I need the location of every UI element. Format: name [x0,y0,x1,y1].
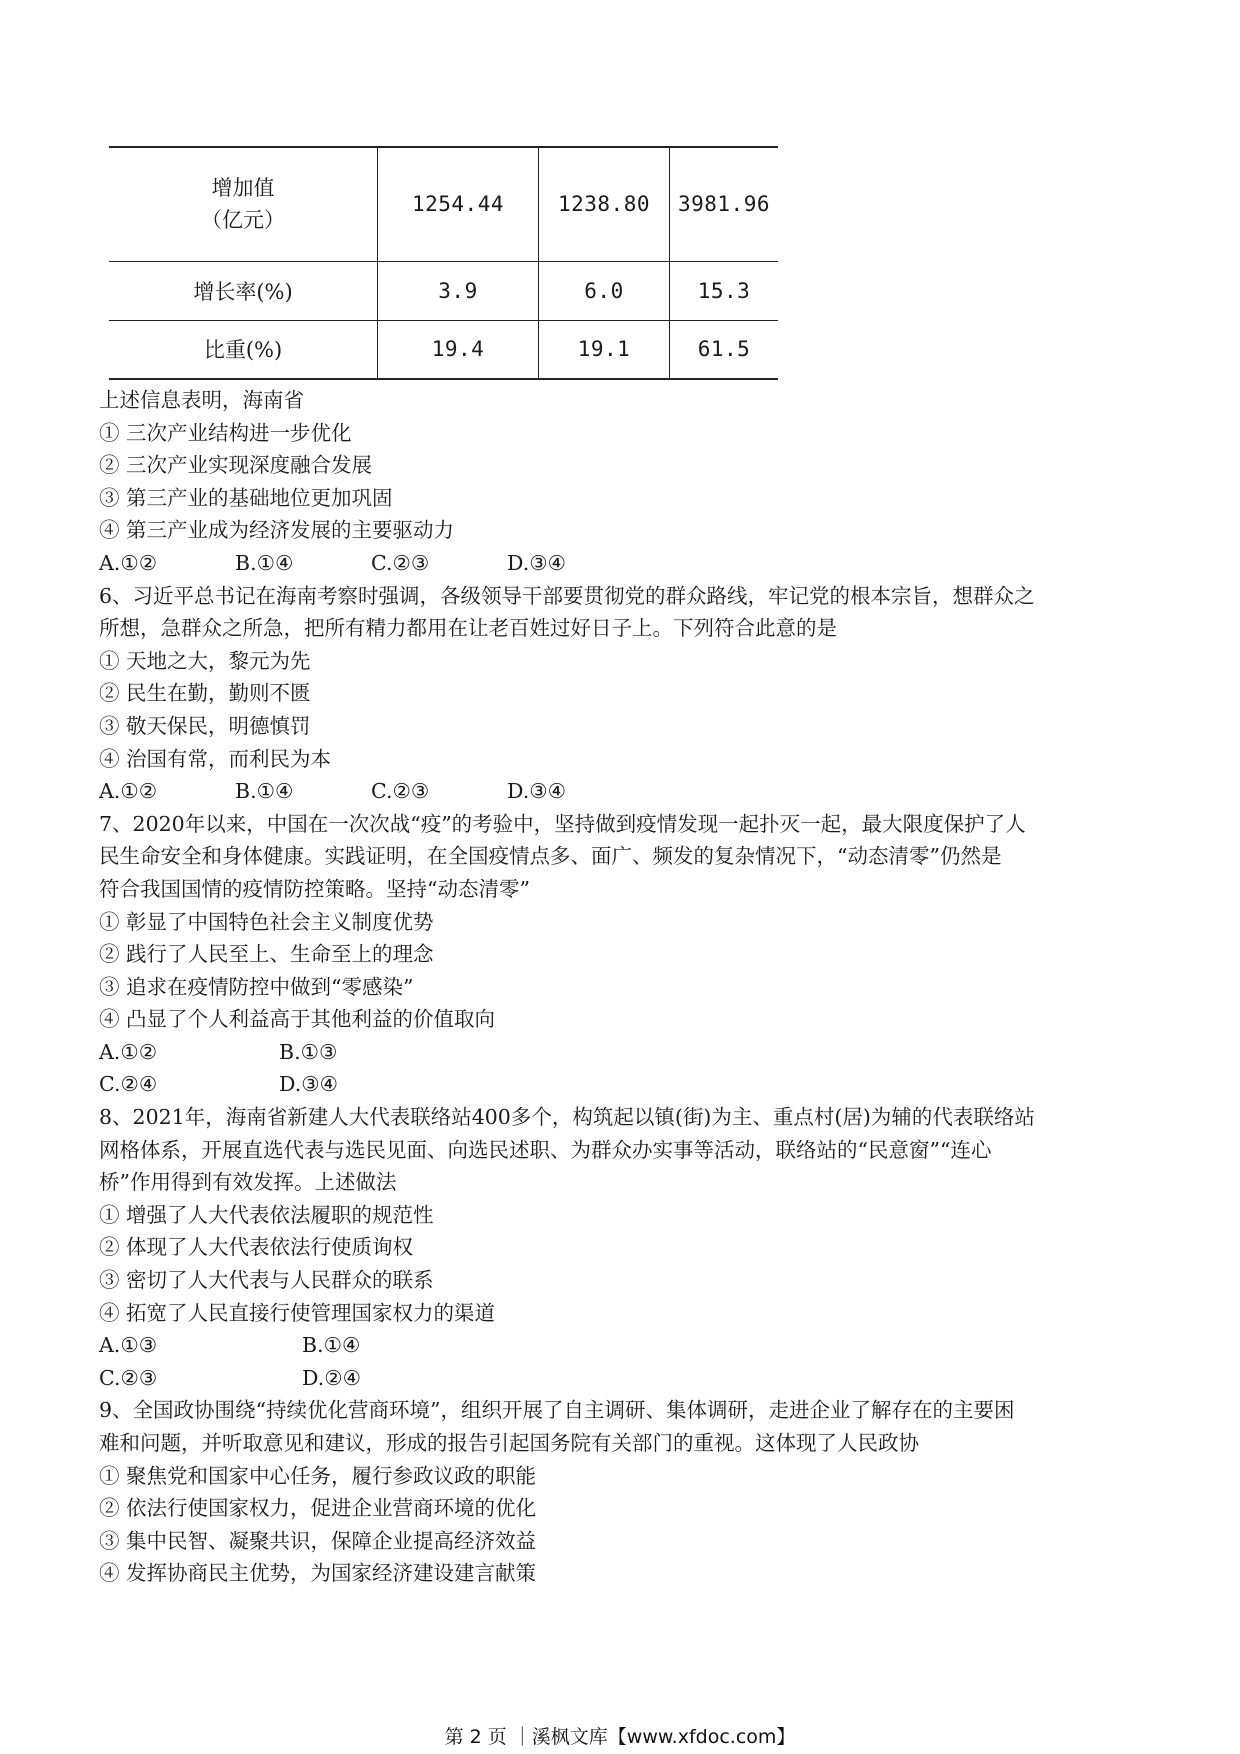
table-cell: 19.1 [539,320,670,379]
question-stem: 网格体系，开展直选代表与选民见面、向选民述职、为群众办实事等活动，联络站的“民意窗”“连心 [99,1137,992,1162]
question-body [99,384,1144,1590]
table-row-label: 比重(%) [109,320,378,379]
answer-choice-a: A.①③ [99,1333,158,1358]
question-option: ② 依法行使国家权力，促进企业营商环境的优化 [99,1496,537,1521]
question-option: ③ 第三产业的基础地位更加巩固 [99,485,393,510]
answer-choice-c: C.②③ [371,550,430,575]
answer-choice-a: A.①② [99,1039,158,1064]
answer-choices [99,775,1144,808]
industry-data-table [109,146,778,380]
question-option: ④ 拓宽了人民直接行使管理国家权力的渠道 [99,1300,496,1325]
table-row-label-line2: （亿元） [201,208,285,233]
table-cell: 1238.80 [539,147,670,261]
question-option: ① 增强了人大代表依法履职的规范性 [99,1202,434,1227]
question-option: ② 体现了人大代表依法行使质询权 [99,1235,414,1260]
table-row-label [109,147,378,261]
table-row [109,261,778,320]
answer-choice-d: D.③④ [507,550,566,575]
answer-choice-d: D.③④ [507,779,566,804]
question-8 [99,1101,1144,1394]
answer-choice-d: D.②④ [302,1365,361,1390]
table-row-label: 增长率(%) [109,261,378,320]
question-option: ④ 凸显了个人利益高于其他利益的价值取向 [99,1007,496,1032]
table-cell: 15.3 [670,261,779,320]
question-7 [99,808,1144,1101]
question-option: ④ 第三产业成为经济发展的主要驱动力 [99,518,455,543]
answer-choice-b: B.①④ [302,1333,361,1358]
answer-choice-c: C.②③ [371,779,430,804]
table-cell: 61.5 [670,320,779,379]
question-option: ② 三次产业实现深度融合发展 [99,453,373,478]
question-option: ① 天地之大，黎元为先 [99,648,311,673]
answer-choices [99,547,1144,580]
table-cell: 19.4 [378,320,539,379]
question-option: ① 彰显了中国特色社会主义制度优势 [99,909,434,934]
question-9 [99,1394,1144,1590]
table-cell: 3981.96 [670,147,779,261]
question-stem: 6、习近平总书记在海南考察时强调，各级领导干部要贯彻党的群众路线，牢记党的根本宗旨，想群众之 [99,583,1035,608]
question-option: ① 聚焦党和国家中心任务，履行参政议政的职能 [99,1463,537,1488]
answer-choice-b: B.①③ [279,1039,338,1064]
question-option: ③ 追求在疫情防控中做到“零感染” [99,974,414,999]
question-stem: 7、2020年以来，中国在一次次战“疫”的考验中，坚持做到疫情发现一起扑灭一起，最大限度保护了人 [99,811,1026,836]
answer-choices [99,1329,1144,1362]
question-stem: 桥”作用得到有效发挥。上述做法 [99,1170,397,1195]
answer-choice-c: C.②④ [99,1072,158,1097]
question-option: ④ 治国有常，而利民为本 [99,746,332,771]
question-option: ③ 密切了人大代表与人民群众的联系 [99,1268,434,1293]
question-option: ③ 集中民智、凝聚共识，保障企业提高经济效益 [99,1528,537,1553]
answer-choice-c: C.②③ [99,1365,158,1390]
page-footer: 第 2 页 ｜溪枫文库【www.xfdoc.com】 [444,1726,796,1748]
table-row-label-line1: 增加值 [211,176,275,201]
answer-choices [99,1036,1144,1069]
answer-choices [99,1362,1144,1395]
question-stem: 上述信息表明，海南省 [99,388,304,412]
question-stem: 8、2021年，海南省新建人大代表联络站400多个，构筑起以镇(街)为主、重点村(居)为辅的代表联络站 [99,1105,1035,1130]
table-row [109,147,778,261]
answer-choice-a: A.①② [99,779,158,804]
answer-choice-a: A.①② [99,550,158,575]
table-cell: 6.0 [539,261,670,320]
question-stem: 民生命安全和身体健康。实践证明，在全国疫情点多、面广、频发的复杂情况下，“动态清零”仍然是 [99,844,1002,869]
answer-choices [99,1068,1144,1101]
answer-choice-b: B.①④ [235,550,294,575]
table-cell: 1254.44 [378,147,539,261]
table-cell: 3.9 [378,261,539,320]
table-row [109,320,778,379]
question-stem: 符合我国国情的疫情防控策略。坚持“动态清零” [99,876,530,901]
question-option: ① 三次产业结构进一步优化 [99,420,352,445]
data-table-wrapper [109,146,778,380]
question-option: ② 践行了人民至上、生命至上的理念 [99,942,434,967]
question-stem: 9、全国政协围绕“持续优化营商环境”，组织开展了自主调研、集体调研，走进企业了解存在的主要困 [99,1398,1015,1423]
question-stem: 所想，急群众之所急，把所有精力都用在让老百姓过好日子上。下列符合此意的是 [99,616,837,641]
answer-choice-d: D.③④ [279,1072,338,1097]
question-option: ③ 敬天保民，明德慎罚 [99,713,311,738]
question-6 [99,580,1144,808]
question-option: ④ 发挥协商民主优势，为国家经济建设建言献策 [99,1561,537,1586]
question-option: ② 民生在勤，勤则不匮 [99,681,311,706]
question-5 [99,384,1144,580]
answer-choice-b: B.①④ [235,779,294,804]
question-stem: 难和问题，并听取意见和建议，形成的报告引起国务院有关部门的重视。这体现了人民政协 [99,1431,919,1455]
